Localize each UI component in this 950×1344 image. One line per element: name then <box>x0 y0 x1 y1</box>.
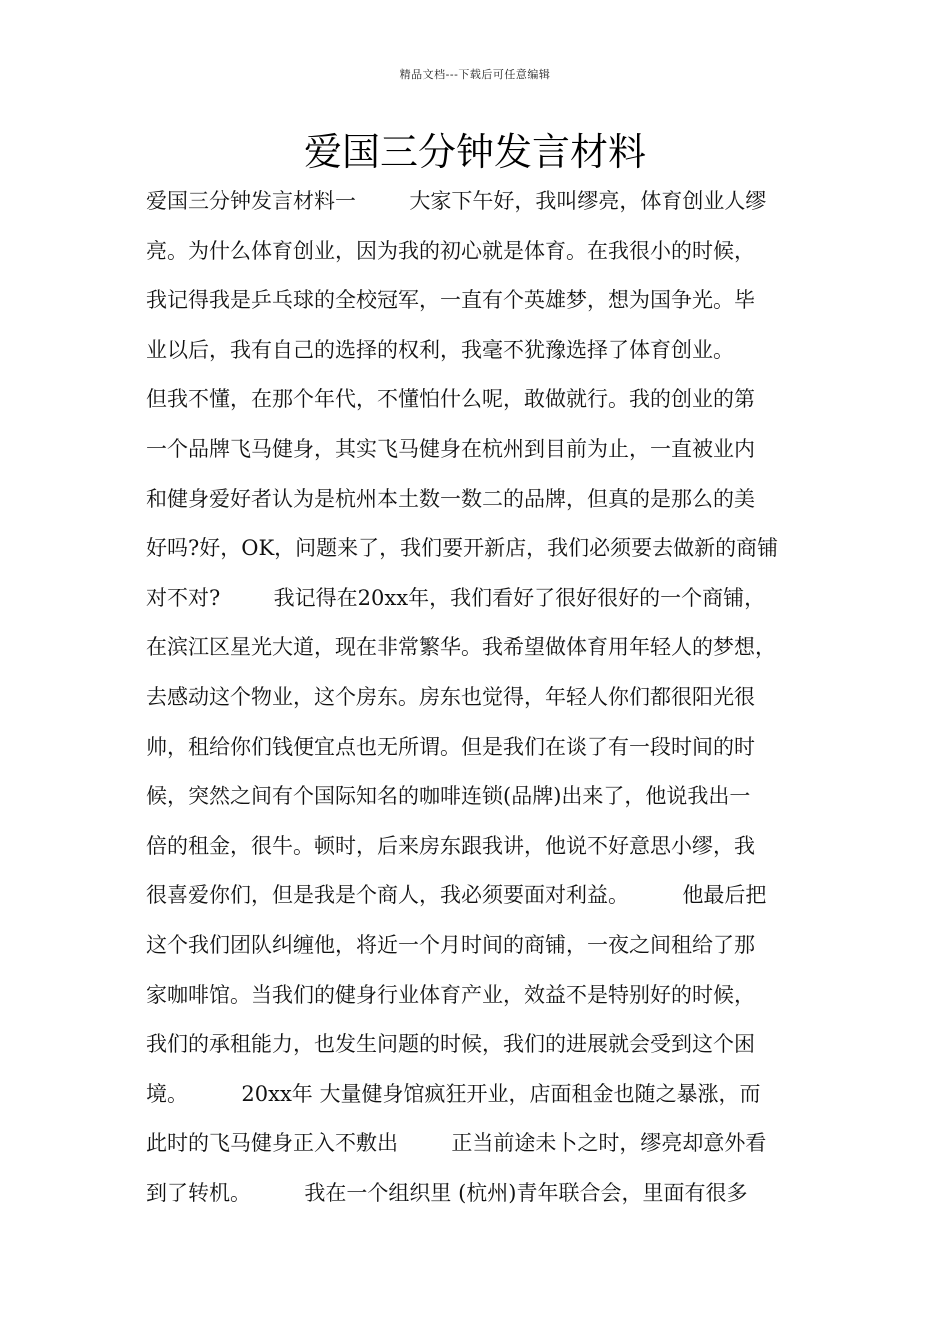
text-line: 业以后，我有自己的选择的权利，我毫不犹豫选择了体育创业。 <box>146 337 734 362</box>
text-line: 亮。为什么体育创业，因为我的初心就是体育。在我很小的时候， <box>146 238 755 263</box>
text-line: 倍的租金，很牛。顿时，后来房东跟我讲，他说不好意思小缪，我 <box>146 833 755 858</box>
text-line: 我记得我是乒乓球的全校冠军，一直有个英雄梦，想为国争光。毕 <box>146 288 755 313</box>
text-line: 我们的承租能力，也发生问题的时候，我们的进展就会受到这个困 <box>146 1032 755 1057</box>
text-line: 和健身爱好者认为是杭州本土数一数二的品牌，但真的是那么的美 <box>146 486 755 511</box>
text-line: 但我不懂，在那个年代，不懂怕什么呢，敢做就行。我的创业的第 <box>146 387 755 412</box>
text-line: 这个我们团队纠缠他，将近一个月时间的商铺，一夜之间租给了那 <box>146 932 755 957</box>
body-text <box>146 177 826 1218</box>
text-line: 候，突然之间有个国际知名的咖啡连锁(品牌)出来了，他说我出一 <box>146 784 751 809</box>
text-line: 境。 20xx年 大量健身馆疯狂开业，店面租金也随之暴涨，而 <box>146 1081 761 1106</box>
text-line: 一个品牌飞马健身，其实飞马健身在杭州到目前为止，一直被业内 <box>146 436 755 461</box>
text-line: 家咖啡馆。当我们的健身行业体育产业，效益不是特别好的时候， <box>146 982 755 1007</box>
header-note: 精品文档---下载后可任意编辑 <box>399 68 551 81</box>
text-line: 爱国三分钟发言材料一 大家下午好，我叫缪亮，体育创业人缪 <box>146 189 767 213</box>
text-line: 对不对? 我记得在20xx年，我们看好了很好很好的一个商铺， <box>146 585 766 610</box>
text-line: 在滨江区星光大道，现在非常繁华。我希望做体育用年轻人的梦想， <box>146 635 776 660</box>
text-line: 去感动这个物业，这个房东。房东也觉得，年轻人你们都很阳光很 <box>146 684 755 709</box>
text-line: 此时的飞马健身正入不敷出 正当前途未卜之时，缪亮却意外看 <box>146 1131 767 1156</box>
text-line: 很喜爱你们，但是我是个商人，我必须要面对利益。 他最后把 <box>146 883 767 908</box>
document-title: 爱国三分钟发言材料 <box>303 130 646 174</box>
text-line: 好吗?好，OK，问题来了，我们要开新店，我们必须要去做新的商铺 <box>146 536 779 561</box>
text-line: 到了转机。 我在一个组织里 (杭州)青年联合会，里面有很多 <box>146 1180 748 1205</box>
text-line: 帅，租给你们钱便宜点也无所谓。但是我们在谈了有一段时间的时 <box>146 734 755 759</box>
